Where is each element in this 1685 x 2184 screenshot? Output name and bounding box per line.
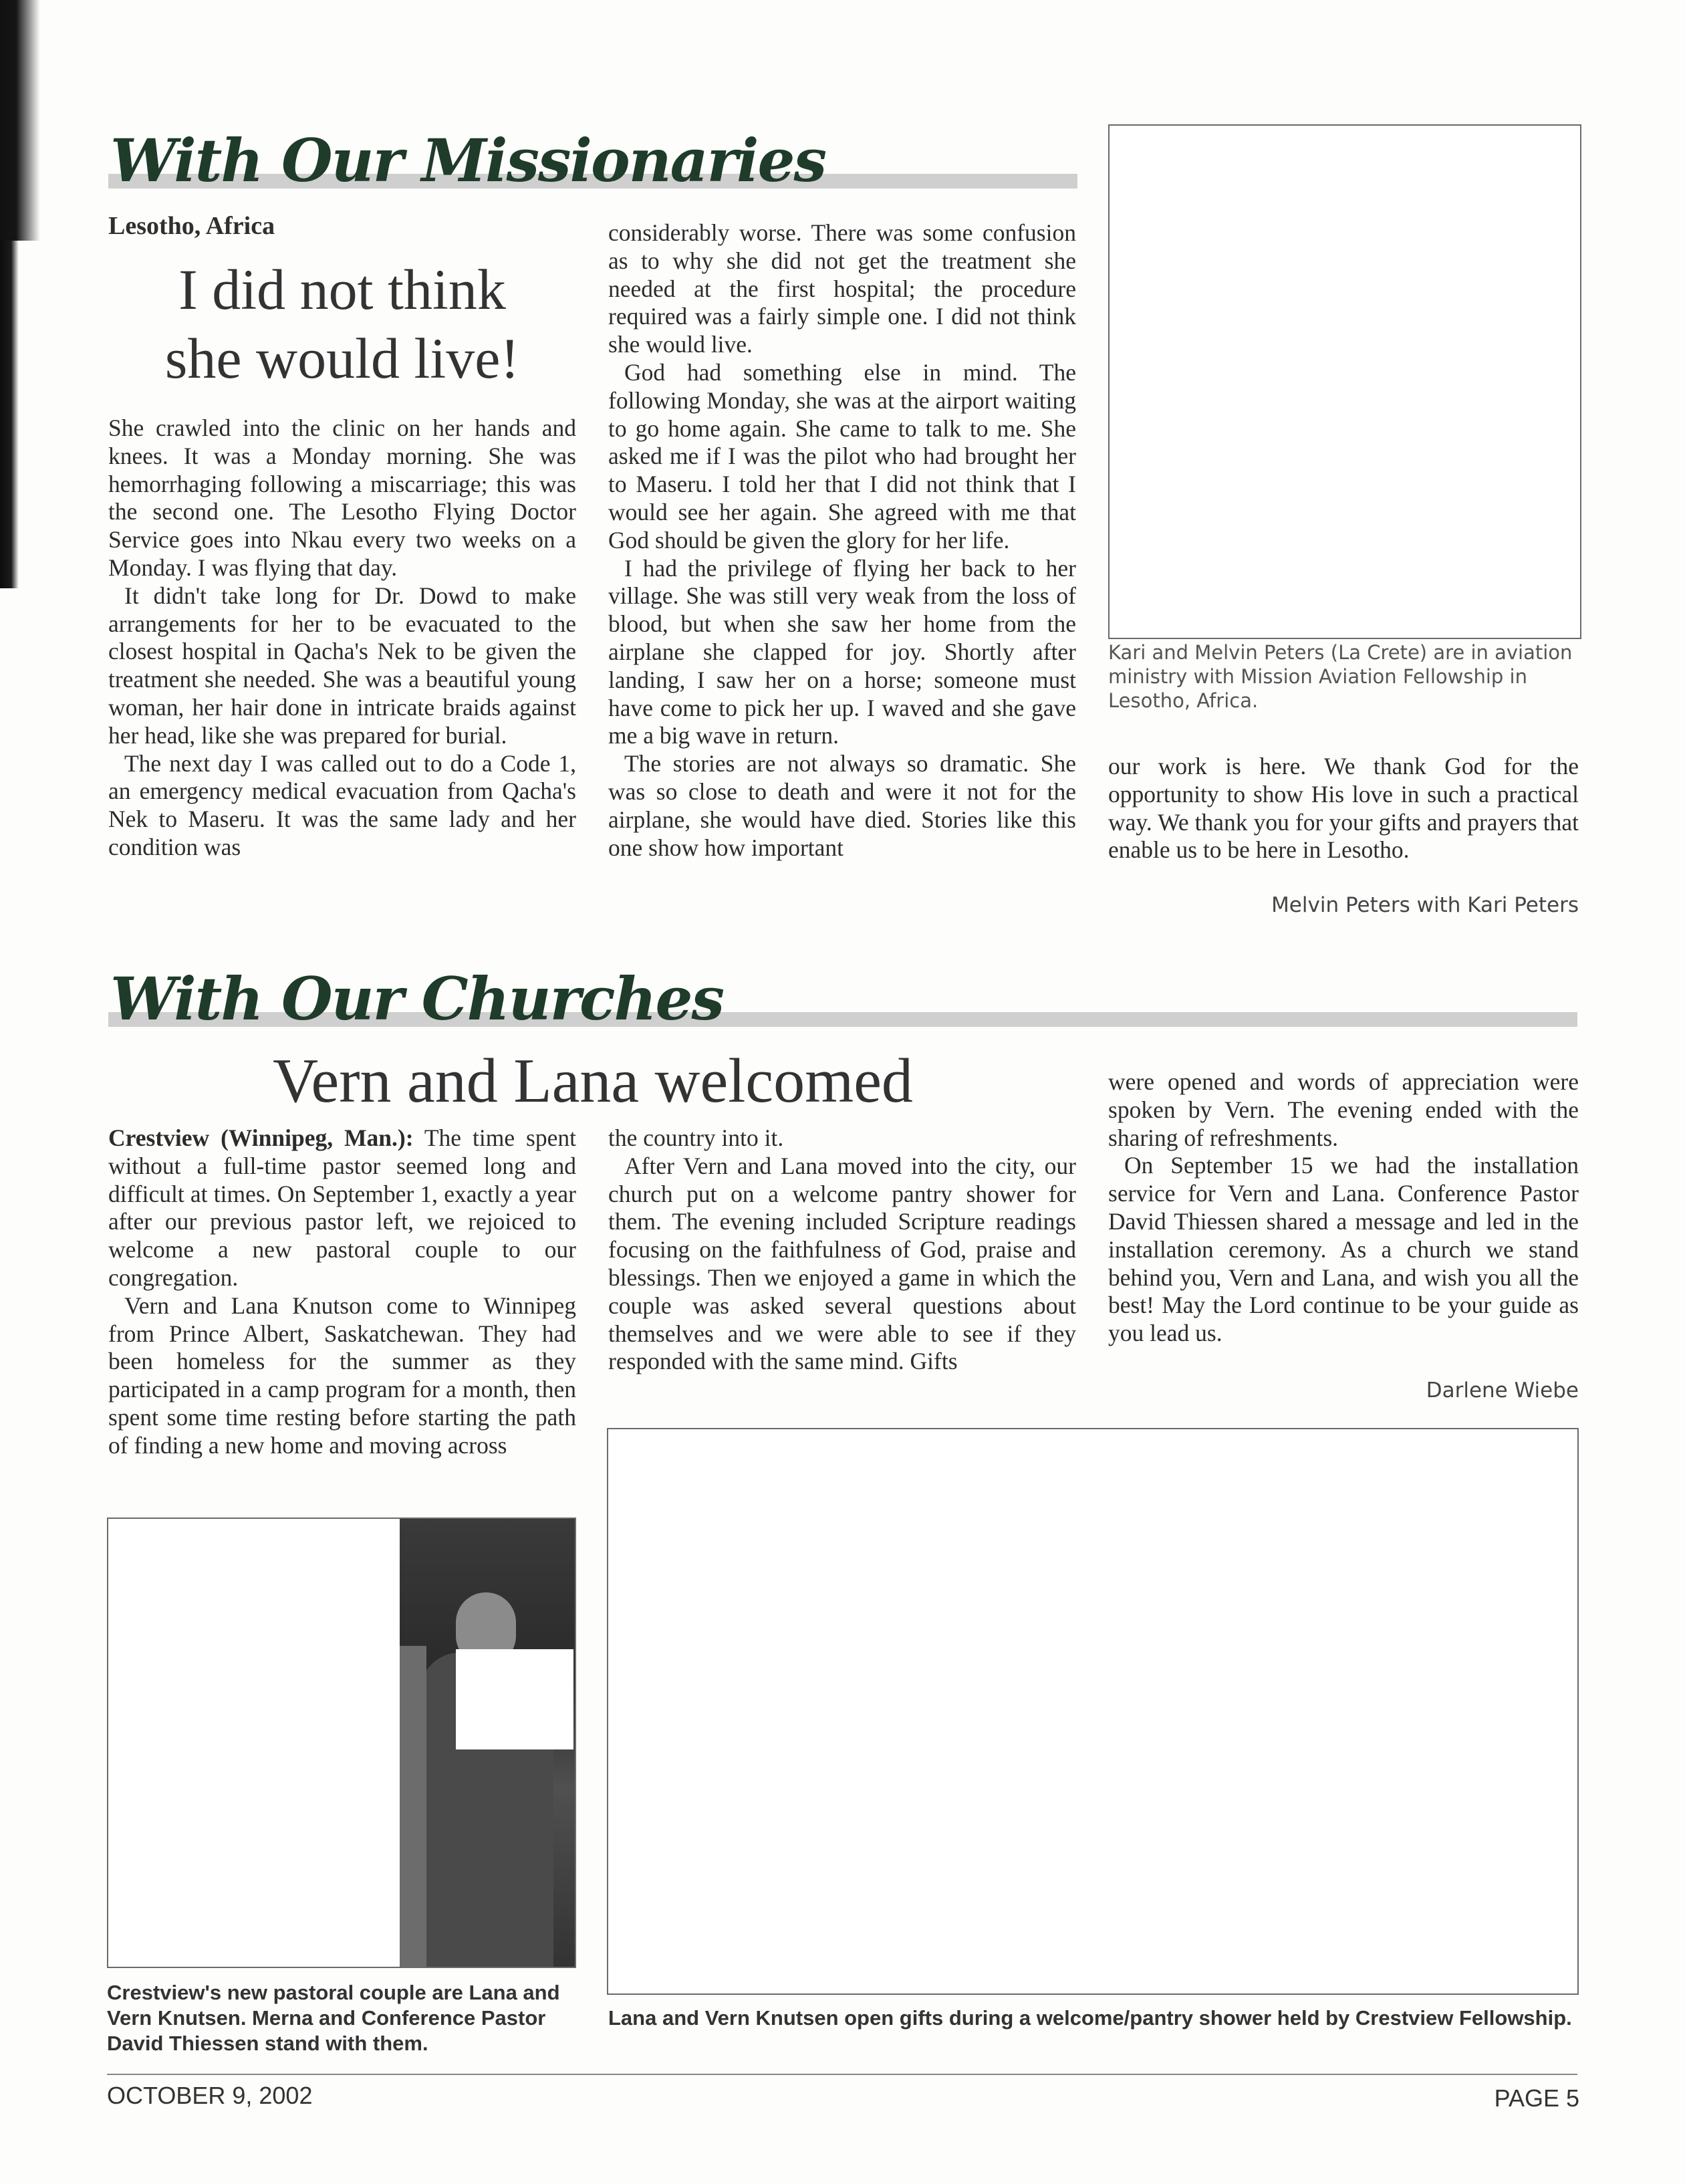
- churches-photo-2-caption: Lana and Vern Knutsen open gifts during a welcome/pantry shower held by Crestview Fellowship.: [608, 2006, 1572, 2030]
- churches-signature: Darlene Wiebe: [1426, 1378, 1579, 1403]
- footer-rule: [107, 2074, 1577, 2075]
- footer-page-number: PAGE 5: [1494, 2084, 1579, 2112]
- missionaries-headline: [108, 255, 576, 393]
- churches-photo-2: [607, 1428, 1579, 1995]
- missionaries-dateline: Lesotho, Africa: [108, 212, 275, 240]
- churches-photo-1: [107, 1518, 576, 1968]
- churches-paragraph: On September 15 we had the installation service for Vern and Lana. Conference Pastor David Thiessen shared a message and led in the installation ceremony. As a church we stand behind you, Vern and Lana, and wish you all the best! May the Lord continue to be your guide as you lead us.: [1108, 1152, 1579, 1347]
- photo-person-side: [400, 1646, 426, 1967]
- missionaries-paragraph: God had something else in mind. The following Monday, she was at the airport waiting to go home again. She came to talk to me. She asked me if I was the pilot who had brought her to Maseru. I told her that I did not think that I would see her again. She agreed with me that God should be given the glory for her life.: [608, 358, 1076, 554]
- churches-paragraph: [108, 1124, 576, 1292]
- churches-paragraph: After Vern and Lana moved into the city, our church put on a welcome pantry shower for them. The evening included Scripture readings focusing on the faithfulness of God, praise and blessings. Then we enjoyed a game in which the couple was asked several questions about themselves and we were able to see if they responded with the same mind. Gifts: [608, 1152, 1076, 1375]
- churches-paragraph-text: The time spent without a full-time pastor seemed long and difficult at times. On September 1, exactly a year after our previous pastor left, we rejoiced to welcome a new pastoral couple to our congregation.: [108, 1124, 576, 1291]
- scan-edge-shadow-top: [0, 0, 40, 241]
- churches-column-1: [108, 1124, 576, 1460]
- churches-paragraph: were opened and words of appreciation were spoken by Vern. The evening ended with the sharing of refreshments.: [1108, 1068, 1579, 1151]
- missionaries-paragraph: The stories are not always so dramatic. She was so close to death and were it not for the airplane, she would have died. Stories like this one show how important: [608, 750, 1076, 861]
- missionaries-paragraph: our work is here. We thank God for the opportunity to show His love in such a practical way. We thank you for your gifts and prayers that enable us to be here in Lesotho.: [1108, 753, 1579, 864]
- missionaries-photo-caption: Kari and Melvin Peters (La Crete) are in aviation ministry with Mission Aviation Fellowship in Lesotho, Africa.: [1108, 641, 1573, 712]
- missionaries-paragraph: I had the privilege of flying her back to her village. She was still very weak from the loss of blood, but when she saw her home from the airplane she clapped for joy. Shortly after landing, I saw her on a horse; someone must have come to pick her up. I waved and she gave me a big wave in return.: [608, 554, 1076, 749]
- missionaries-section-title: With Our Missionaries: [110, 126, 825, 195]
- missionaries-headline-line1: I did not think: [178, 257, 506, 322]
- footer-date: OCTOBER 9, 2002: [107, 2082, 313, 2109]
- churches-column-2: [608, 1124, 1076, 1376]
- missionaries-paragraph: It didn't take long for Dr. Dowd to make arrangements for her to be evacuated to the closest hospital in Qacha's Nek to be given the treatment she needed. She was a beautiful young woman, her hair done in intricate braids against her head, like she was prepared for burial.: [108, 582, 576, 749]
- missionaries-signature: Melvin Peters with Kari Peters: [1271, 893, 1579, 917]
- missionaries-paragraph: She crawled into the clinic on her hands and knees. It was a Monday morning. She was hemorrhaging following a miscarriage; this was the second one. The Lesotho Flying Doctor Service goes into Nkau every two weeks on a Monday. I was flying that day.: [108, 414, 576, 581]
- churches-section-title: With Our Churches: [110, 964, 724, 1034]
- churches-paragraph: Vern and Lana Knutson come to Winnipeg from Prince Albert, Saskatchewan. They had been homeless for the summer as they participated in a camp program for a month, then spent some time resting before starting the path of finding a new home and moving across: [108, 1292, 576, 1459]
- photo-redaction-box: [456, 1649, 573, 1749]
- churches-column-3: [1108, 1068, 1579, 1348]
- churches-dateline: Crestview (Winnipeg, Man.):: [108, 1124, 414, 1151]
- missionaries-column-2: [608, 219, 1076, 862]
- missionaries-column-1: [108, 414, 576, 862]
- churches-photo-1-caption: Crestview's new pastoral couple are Lana and Vern Knutsen. Merna and Conference Pastor David Thiessen stand with them.: [107, 1981, 560, 2055]
- missionaries-headline-line2: she would live!: [164, 326, 520, 391]
- missionaries-paragraph: considerably worse. There was some confusion as to why she did not get the treatment she needed at the first hospital; the procedure required was a fairly simple one. I did not think she would live.: [608, 219, 1076, 358]
- missionaries-column-3: [1108, 753, 1579, 864]
- missionaries-photo: [1108, 124, 1581, 639]
- churches-paragraph: the country into it.: [608, 1124, 784, 1151]
- missionaries-paragraph: The next day I was called out to do a Code 1, an emergency medical evacuation from Qacha's Nek to Maseru. It was the same lady and her condition was: [108, 749, 576, 860]
- churches-headline: Vern and Lana welcomed: [273, 1046, 913, 1116]
